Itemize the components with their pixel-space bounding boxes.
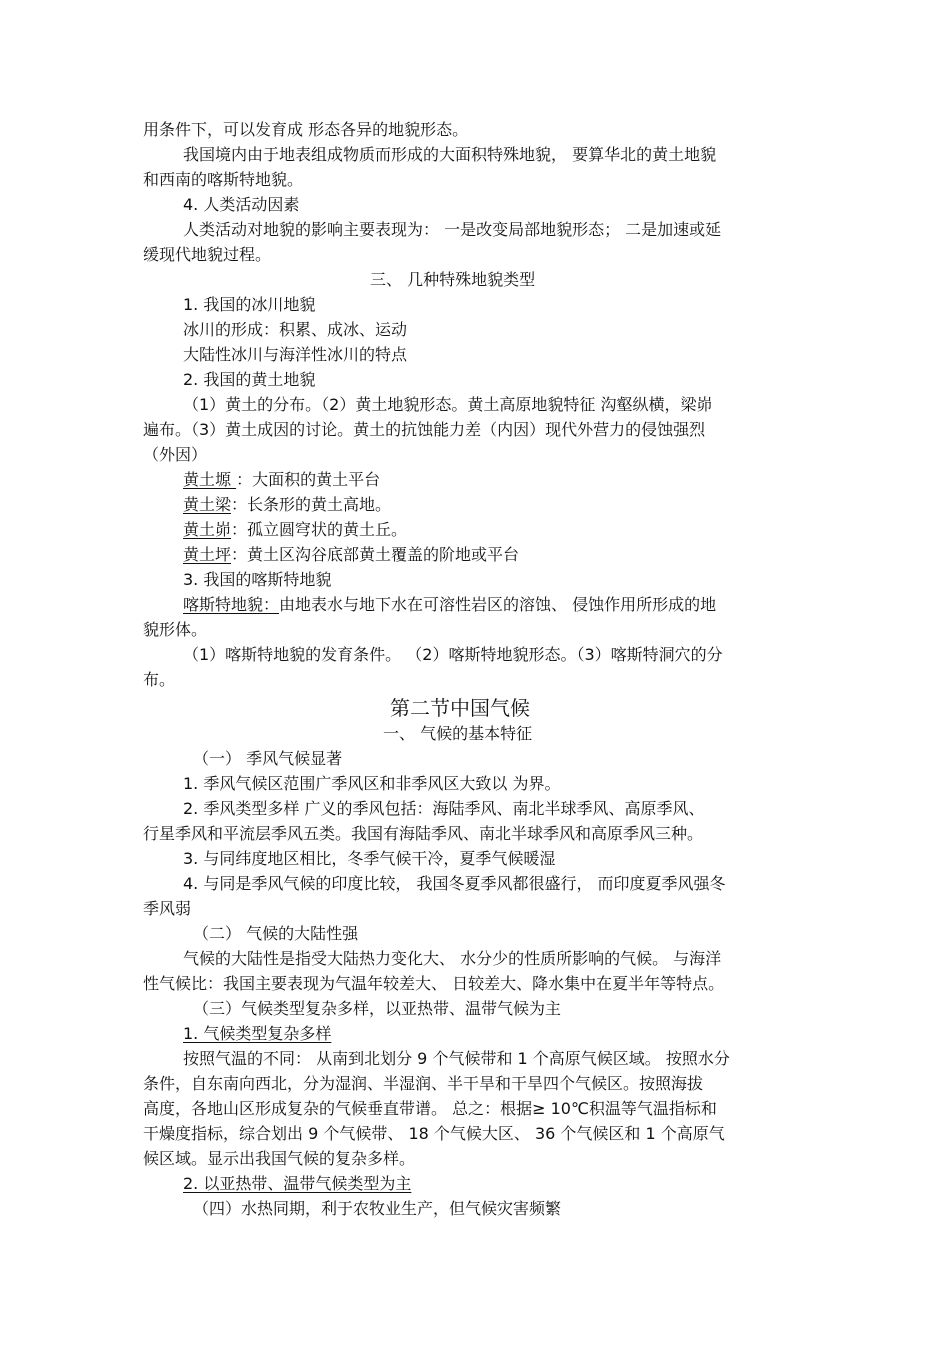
subheading: 4. 人类活动因素	[183, 195, 300, 214]
text-line: 按照气温的不同： 从南到北划分 9 个气候带和 1 个高原气候区域。 按照水分	[183, 1049, 730, 1068]
text-line: 干燥度指标，综合划出 9 个气候带、 18 个气候大区、 36 个气候区和 1 个高原气	[143, 1124, 725, 1143]
term: 黄土坪	[183, 545, 232, 564]
text-line: 遍布。（3）黄土成因的讨论。黄土的抗蚀能力差（内因）现代外营力的侵蚀强烈	[143, 420, 706, 439]
subheading: 2. 我国的黄土地貌	[183, 370, 316, 389]
term: 黄土塬	[183, 470, 237, 489]
text-line: 行星季风和平流层季风五类。我国有海陆季风、南北半球季风和高原季风三种。	[143, 824, 704, 843]
definition: 由地表水与地下水在可溶性岩区的溶蚀、 侵蚀作用所形成的地	[279, 595, 717, 614]
definition-line	[183, 543, 519, 567]
text-line: 3. 与同纬度地区相比，冬季气候干冷，夏季气候暖湿	[183, 849, 556, 868]
definition-line	[183, 468, 380, 492]
subheading: （一） 季风气候显著	[193, 749, 343, 768]
text-line: 4. 与同是季风气候的印度比较， 我国冬夏季风都很盛行， 而印度夏季风强冬	[183, 874, 726, 893]
section-heading: 三、 几种特殊地貌类型	[370, 270, 536, 289]
text-line: 2. 季风类型多样 广义的季风包括：海陆季风、南北半球季风、高原季风、	[183, 799, 705, 818]
text-line: 条件，自东南向西北，分为湿润、半湿润、半干旱和干旱四个气候区。按照海拔	[143, 1074, 704, 1093]
subheading: （二） 气候的大陆性强	[193, 924, 359, 943]
definition: ：大面积的黄土平台	[236, 470, 381, 489]
chapter-title: 第二节中国气候	[390, 696, 530, 720]
text-line: 布。	[143, 670, 176, 689]
term: 黄土峁	[183, 520, 232, 539]
definition: ：孤立圆穹状的黄土丘。	[231, 520, 408, 539]
underlined-heading: 1. 气候类型复杂多样	[183, 1024, 332, 1043]
section-heading: 一、 气候的基本特征	[383, 724, 533, 743]
text-line: 我国境内由于地表组成物质而形成的大面积特殊地貌， 要算华北的黄土地貌	[183, 145, 717, 164]
text-line: 气候的大陆性是指受大陆热力变化大、 水分少的性质所影响的气候。 与海洋	[183, 949, 722, 968]
subheading: （三）气候类型复杂多样，以亚热带、温带气候为主	[193, 999, 562, 1018]
text-line: 和西南的喀斯特地貌。	[143, 170, 304, 189]
text-line: （1）黄土的分布。（2）黄土地貌形态。黄土高原地貌特征 沟壑纵横，梁峁	[183, 395, 713, 414]
text-line: 性气候比：我国主要表现为气温年较差大、 日较差大、降水集中在夏半年等特点。	[143, 974, 725, 993]
underlined-heading: 2. 以亚热带、温带气候类型为主	[183, 1174, 412, 1193]
text-line: 冰川的形成：积累、成冰、运动	[183, 320, 408, 339]
text-line: 大陆性冰川与海洋性冰川的特点	[183, 345, 408, 364]
term: 喀斯特地貌：	[183, 595, 280, 614]
subheading: 3. 我国的喀斯特地貌	[183, 570, 332, 589]
text-line: 用条件下，可以发育成 形态各异的地貌形态。	[143, 120, 469, 139]
definition-line	[183, 593, 716, 617]
subheading: 1. 我国的冰川地貌	[183, 295, 316, 314]
subheading: （四）水热同期，利于农牧业生产，但气候灾害频繁	[193, 1199, 562, 1218]
definition-line	[183, 493, 391, 517]
text-line: 季风弱	[143, 899, 192, 918]
text-line: （1）喀斯特地貌的发育条件。 （2）喀斯特地貌形态。（3）喀斯特洞穴的分	[183, 645, 723, 664]
text-line: 貌形体。	[143, 620, 208, 639]
definition: ：黄土区沟谷底部黄土覆盖的阶地或平台	[231, 545, 520, 564]
text-line: 高度，各地山区形成复杂的气候垂直带谱。 总之：根据≥ 10℃积温等气温指标和	[143, 1099, 717, 1118]
text-line: 缓现代地貌过程。	[143, 245, 272, 264]
text-line: 人类活动对地貌的影响主要表现为： 一是改变局部地貌形态； 二是加速或延	[183, 220, 722, 239]
text-line: 候区域。显示出我国气候的复杂多样。	[143, 1149, 416, 1168]
definition-line	[183, 518, 407, 542]
text-line: 1. 季风气候区范围广季风区和非季风区大致以 为界。	[183, 774, 561, 793]
definition: ：长条形的黄土高地。	[231, 495, 392, 514]
text-line: （外因）	[143, 445, 208, 464]
term: 黄土梁	[183, 495, 232, 514]
